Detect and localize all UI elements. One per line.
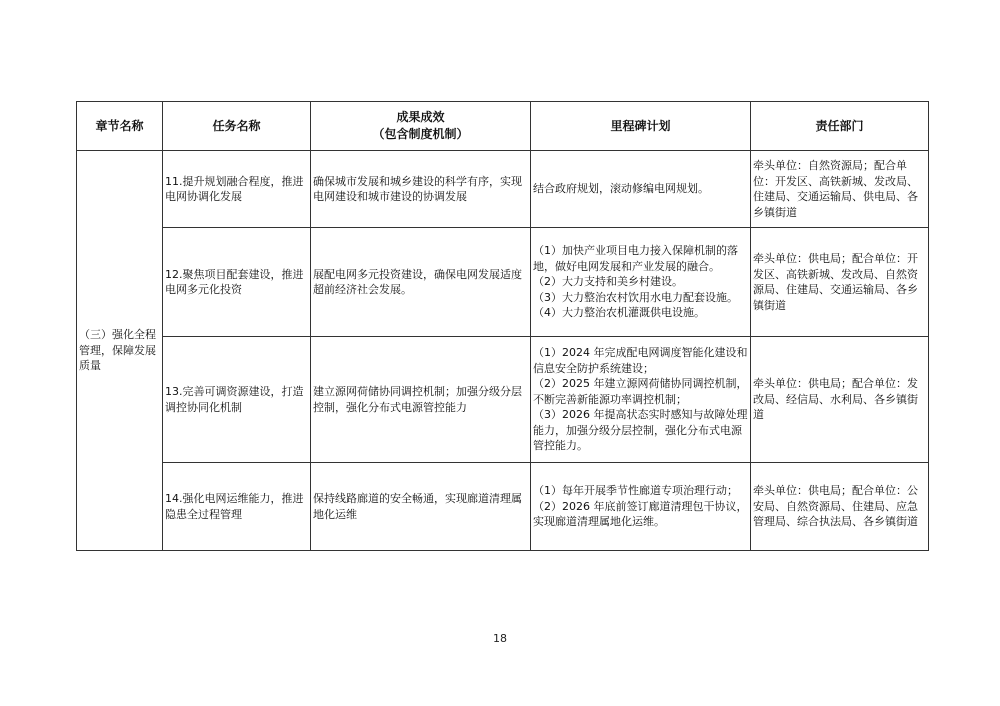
table-row — [77, 151, 929, 228]
dept-cell: 牵头单位：供电局；配合单位：公安局、自然资源局、住建局、应急管理局、综合执法局、各乡镇街道 — [751, 463, 929, 551]
table-header-row — [77, 102, 929, 151]
table-row — [77, 337, 929, 463]
header-outcome-line2: （包含制度机制） — [372, 127, 469, 141]
table-row — [77, 228, 929, 337]
milestone-cell — [531, 151, 751, 228]
milestone-cell — [531, 337, 751, 463]
dept-cell: 牵头单位：供电局；配合单位：发改局、经信局、水利局、各乡镇街道 — [751, 337, 929, 463]
milestone-item: 结合政府规划，滚动修编电网规划。 — [533, 182, 709, 196]
chapter-cell: （三）强化全程管理，保障发展质量 — [77, 151, 163, 551]
milestone-item: （1）加快产业项目电力接入保障机制的落地，做好电网发展和产业发展的融合。 — [533, 244, 738, 273]
milestone-item: （1）每年开展季节性廊道专项治理行动； — [533, 484, 738, 498]
outcome-cell: 保持线路廊道的安全畅通，实现廊道清理属地化运维 — [311, 463, 531, 551]
milestone-item: （2）2025 年建立源网荷储协同调控机制，不断完善新能源功率调控机制； — [533, 377, 748, 406]
milestone-item: （1）2024 年完成配电网调度智能化建设和信息安全防护系统建设； — [533, 346, 748, 375]
dept-cell: 牵头单位：自然资源局；配合单位：开发区、高铁新城、发改局、住建局、交通运输局、供电局、各乡镇街道 — [751, 151, 929, 228]
milestone-item: （4）大力整治农机灌溉供电设施。 — [533, 306, 705, 320]
milestone-item: （2）2026 年底前签订廊道清理包干协议，实现廊道清理属地化运维。 — [533, 499, 748, 529]
table-row — [77, 463, 929, 551]
task-cell: 12.聚焦项目配套建设，推进电网多元化投资 — [163, 228, 311, 337]
dept-cell: 牵头单位：供电局；配合单位：开发区、高铁新城、发改局、自然资源局、住建局、交通运输局、各乡镇街道 — [751, 228, 929, 337]
outcome-cell: 建立源网荷储协同调控机制；加强分级分层控制，强化分布式电源管控能力 — [311, 337, 531, 463]
page-number: 18 — [493, 632, 507, 645]
task-cell: 11.提升规划融合程度，推进电网协调化发展 — [163, 151, 311, 228]
task-cell: 14.强化电网运维能力，推进隐患全过程管理 — [163, 463, 311, 551]
outcome-cell: 展配电网多元投资建设，确保电网发展适度超前经济社会发展。 — [311, 228, 531, 337]
header-task: 任务名称 — [163, 102, 311, 151]
header-outcome-line1: 成果成效 — [396, 110, 445, 124]
outcome-cell: 确保城市发展和城乡建设的科学有序，实现电网建设和城市建设的协调发展 — [311, 151, 531, 228]
milestone-cell — [531, 228, 751, 337]
header-milestone: 里程碑计划 — [531, 102, 751, 151]
milestone-cell — [531, 463, 751, 551]
milestone-item: （2）大力支持和美乡村建设。 — [533, 275, 683, 289]
task-cell: 13.完善可调资源建设，打造调控协同化机制 — [163, 337, 311, 463]
plan-table — [76, 101, 929, 551]
header-chapter: 章节名称 — [77, 102, 163, 151]
milestone-item: （3）2026 年提高状态实时感知与故障处理能力，加强分级分层控制，强化分布式电源管控能力。 — [533, 408, 748, 453]
header-outcome — [311, 102, 531, 151]
milestone-item: （3）大力整治农村饮用水电力配套设施。 — [533, 290, 738, 304]
header-dept: 责任部门 — [751, 102, 929, 151]
